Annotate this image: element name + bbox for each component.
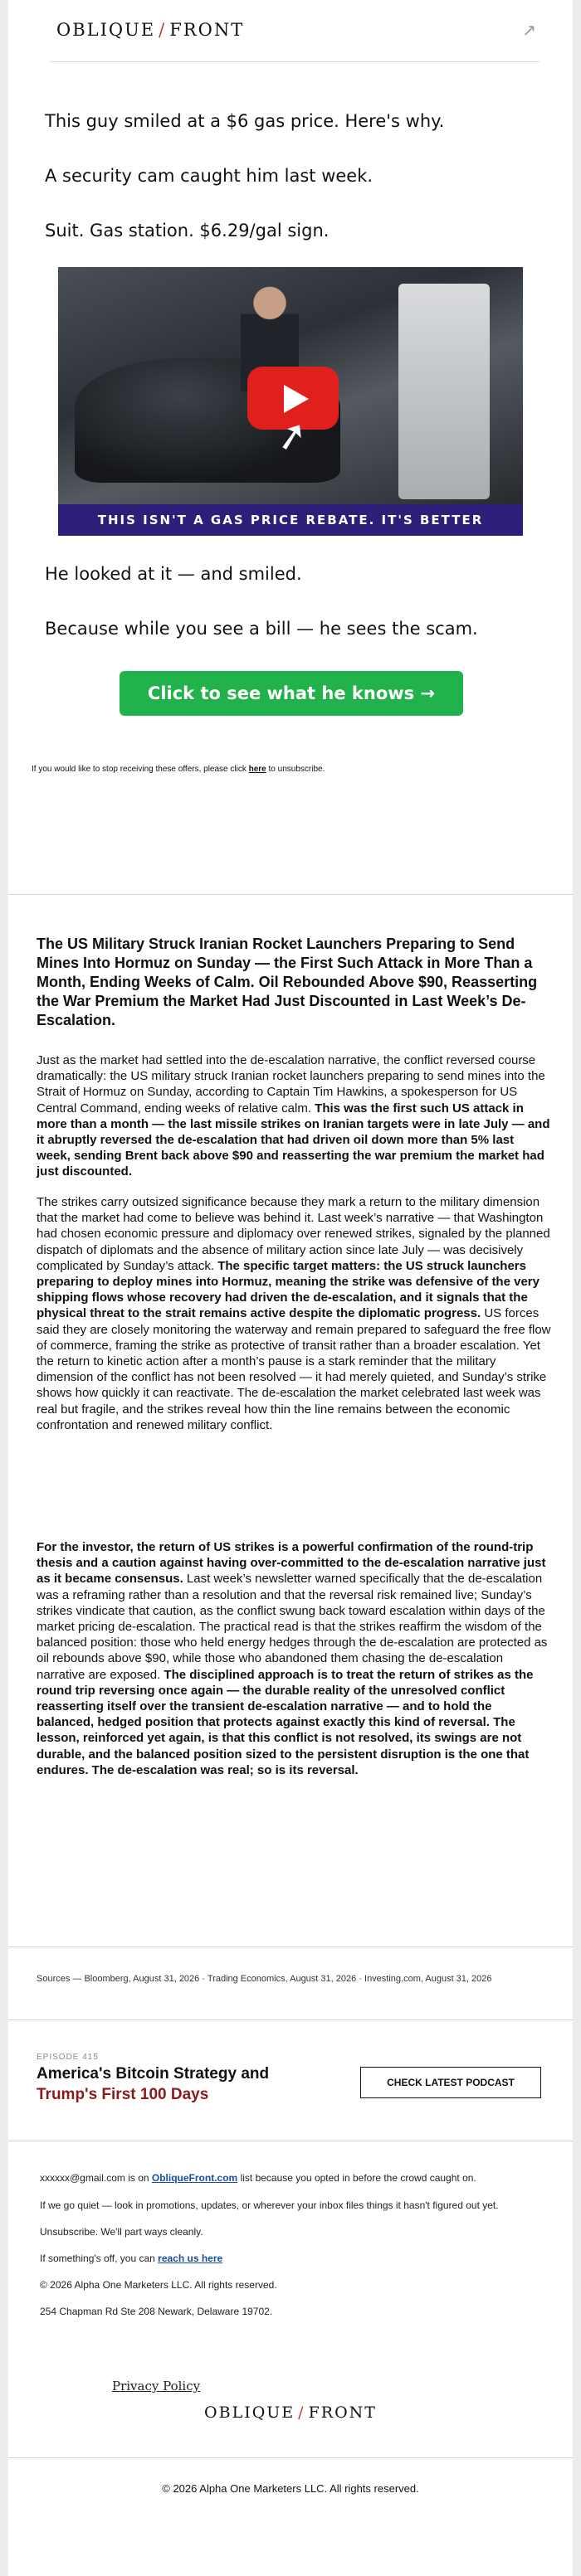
check-podcast-button[interactable]: CHECK LATEST PODCAST [360,2067,541,2098]
footer-logo: OBLIQUE / FRONT [204,2403,377,2422]
unsubscribe-line[interactable]: Unsubscribe. We'll part ways cleanly. [40,2226,203,2238]
privacy-policy-link[interactable]: Privacy Policy [112,2379,201,2394]
section-divider [8,894,573,895]
masthead [50,12,540,62]
bottom-copyright: © 2026 Alpha One Marketers LLC. All rights reserved. [162,2482,419,2495]
footer-address: 254 Chapman Rd Ste 208 Newark, Delaware 19702. [40,2306,273,2317]
episode-title-line-1: America's Bitcoin Strategy and [37,2065,270,2083]
footer-copyright: © 2026 Alpha One Marketers LLC. All rights reserved. [40,2279,277,2291]
hook-line-2: A security cam caught him last week. [45,166,374,186]
section-divider [8,2019,573,2020]
unsubscribe-notice: If you would like to stop receiving these offers, please click here to unsubscribe. [32,765,325,774]
hook-line-1: This guy smiled at a $6 gas price. Here's why. [45,111,445,131]
article-paragraph-2: The strikes carry outsized significance because they mark a return to the military dimension that the market had come to believe was behind it. Last week’s narrative — that Washington had chosen economic pressure and diplomacy over renewed strikes, signaled by the planned dispatch of diplomats and the absence of military action since late July — was decisively complicated by Sunday’s attack. The specific target matters: the US struck launchers preparing to deploy mines into Hormuz, meaning the strike was defensive of the very shipping flows whose recovery had driven the de-escalation, and it signals that the physical threat to the strait remains active despite the diplomatic progress. US forces said they are closely monitoring the waterway and remain prepared to safeguard the free flow of commerce, framing the strike as protective of transit rather than a broader escalation. Yet the return to kinetic action after a month’s pause is a stark reminder that the military dimension of the conflict has not been resolved — it had merely quieted, and Sunday’s strike shows how quickly it can reactivate. The de-escalation the market celebrated last week was real but fragile, and the strikes reveal how thin the line remains between the economic confrontation and renewed military conflict. [37,1195,551,1432]
article-paragraph-3: For the investor, the return of US strikes is a powerful confirmation of the round-trip thesis and a caution against having over-committed to the de-escalation narrative just as it became consensus. Last week’s newsletter warned specifically that the de-escalation was a reframing rather than a resolution and that the reversal risk remained live; Sunday’s strikes vindicate that caution, as the conflict swung back toward escalation within days of the market pricing de-escalation. The practical read is that the strikes reaffirm the wisdom of the balanced position: those who held energy hedges through the de-escalation are protected as oil rebounds above $90, while those who abandoned them chasing the de-escalation narrative are exposed. The disciplined approach is to treat the return of strikes as the round trip reversing once again — the durable reality of the unresolved conflict reasserting itself over the transient de-escalation narrative — and to hold the balanced, hedged position that protects against exactly this kind of reversal. The lesson, reinforced yet again, is that this conflict is not resolved, its swings are not durable, and the balanced position sized to the persistent disruption is the one that endures. The de-escalation was real; so is its reversal. [37,1540,548,1777]
section-divider [8,2457,573,2458]
video-banner: THIS ISN'T A GAS PRICE REBATE. IT'S BETTER [58,504,523,536]
logo-right: FRONT [169,20,245,40]
unsubscribe-link[interactable]: here [248,765,266,774]
cta-button[interactable]: Click to see what he knows → [120,671,463,716]
external-arrow-icon[interactable]: ↗ [522,20,536,40]
video-thumbnail[interactable] [58,267,523,536]
email-page [8,0,573,2576]
logo-left: OBLIQUE [56,20,156,40]
gas-pump-image [398,284,490,499]
logo-slash: / [159,20,167,40]
hook-line-5: Because while you see a bill — he sees the scam. [45,619,478,639]
opt-in-notice: xxxxxx@gmail.com is on ObliqueFront.com list because you opted in before the crowd caught on. [40,2172,476,2184]
inbox-tip: If we go quiet — look in promotions, updates, or wherever your inbox files things it hasn't figured out yet. [40,2199,499,2211]
contact-notice: If something's off, you can reach us here [40,2253,223,2264]
reach-us-link[interactable]: reach us here [158,2253,223,2264]
brand-logo[interactable] [56,20,244,40]
article-paragraph-1: Just as the market had settled into the de-escalation narrative, the conflict reversed course dramatically: the US military struck Iranian rocket launchers preparing to send mines into the Strait of Hormuz on Sunday, according to Captain Tim Hawkins, a spokesperson for US Central Command, ending weeks of relative calm. This was the first such US attack in more than a month — the last missile strikes on Iranian targets were in late July — and it abruptly reversed the de-escalation that had driven oil down more than 5% last week, sending Brent back above $90 and reasserting the war premium the market had just discounted. [37,1053,550,1179]
click-cursor-icon: ➚ [271,410,312,461]
hook-line-4: He looked at it — and smiled. [45,564,302,584]
article-headline: The US Military Struck Iranian Rocket Launchers Preparing to Send Mines Into Hormuz on Sunday — the First Such Attack in More Than a Month, Ending Weeks of Calm. Oil Rebounded Above $90, Reasserting the War Premium the Market Had Just Discounted in Last Week’s De-Escalation. [37,936,538,1028]
episode-kicker: EPISODE 415 [37,2053,99,2062]
site-link[interactable]: ObliqueFront.com [151,2172,238,2184]
hook-line-3: Suit. Gas station. $6.29/gal sign. [45,221,330,241]
sources-line: Sources — Bloomberg, August 31, 2026 · Trading Economics, August 31, 2026 · Investing.com, August 31, 2026 [37,1974,492,1984]
episode-title-line-2: Trump's First 100 Days [37,2086,209,2103]
